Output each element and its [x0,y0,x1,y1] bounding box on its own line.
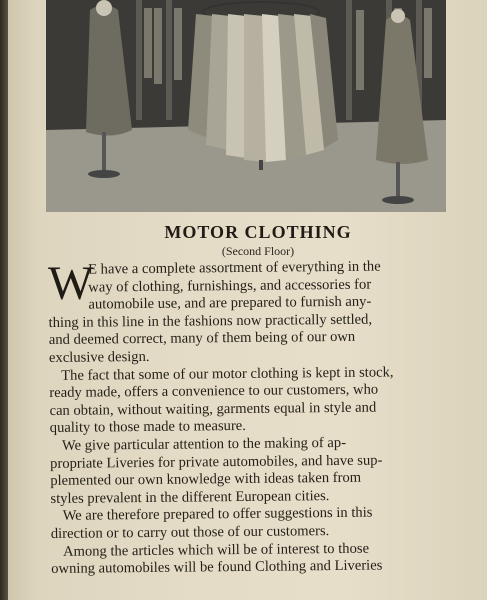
text-line: styles prevalent in the different European cities. [50,487,330,507]
showroom-photograph [46,0,446,212]
mannequin-head-right [391,9,405,23]
text-line: can obtain, without waiting, garments equal in style and [49,399,377,419]
text-line: and deemed correct, many of them being of our own [48,329,356,349]
mannequin-head-left [96,0,112,16]
book-page [8,0,487,600]
mannequin-stand-right [396,162,400,198]
text-line: plemented our own knowledge with ideas taken from [50,469,362,490]
mannequin-stand-left [102,132,106,172]
text-line: exclusive design. [48,348,150,366]
text-line: direction or to carry out those of our customers. [50,522,330,542]
text-line: thing in this line in the fashions now practically settled, [48,311,373,331]
text-line: automobile use, and are prepared to furnish any- [88,293,372,313]
body-text [48,258,471,579]
section-heading: MOTOR CLOTHING [164,222,352,242]
book-gutter [0,0,8,600]
text-line: way of clothing, furnishings, and accessories for [88,276,372,296]
text-line: propriate Liveries for private automobiles, and have sup- [50,452,383,472]
coat-rack-post [259,160,263,170]
showroom-illustration [46,0,446,212]
text-line: We are therefore prepared to offer suggestions in this [62,504,373,525]
drop-cap: W [48,257,94,310]
text-line: E have a complete assortment of everything in the [87,258,381,278]
text-line: quality to those made to measure. [49,418,246,437]
section-subheading: (Second Floor) [221,244,295,258]
text-line: owning automobiles will be found Clothing and Liveries [51,557,383,578]
text-line: Among the articles which will be of interest to those [62,540,370,560]
stand-base-left [88,170,120,178]
text-line: ready made, offers a convenience to our customers, who [49,381,379,402]
stand-base-right [382,196,414,204]
text-line: We give particular attention to the making of ap- [61,434,347,454]
text-line: The fact that some of our motor clothing is kept in stock, [61,363,394,384]
coat-rack-coats [188,14,338,162]
